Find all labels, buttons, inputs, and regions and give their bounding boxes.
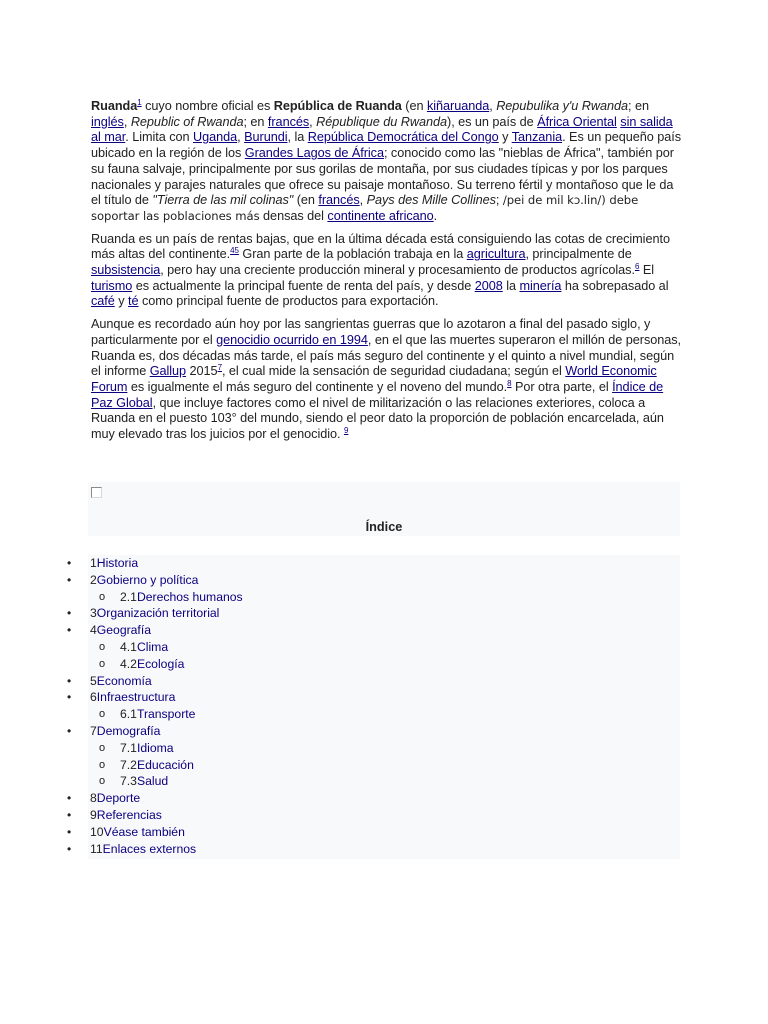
bullet-icon: • xyxy=(67,623,72,638)
reference-6[interactable]: 6 xyxy=(634,262,640,272)
bullet-icon: • xyxy=(67,606,72,621)
link-subsistencia[interactable]: subsistencia xyxy=(91,263,161,278)
link-africa-oriental[interactable]: África Oriental xyxy=(537,114,617,129)
reference-1[interactable]: 1 xyxy=(137,98,142,107)
toc-link[interactable]: Infraestructura xyxy=(96,690,176,705)
toc-link[interactable]: Organización territorial xyxy=(96,606,220,621)
toc-number: 4.1 xyxy=(120,639,137,654)
link-uganda[interactable]: Uganda xyxy=(193,130,238,145)
link-frances-2[interactable]: francés xyxy=(318,193,360,208)
toc-link[interactable]: Educación xyxy=(136,757,194,772)
toc-number: 5 xyxy=(90,673,97,688)
ipa-pronunciation: /pei de mil kɔ.lin/) debe soportar las poblaciones más xyxy=(91,193,639,223)
link-2008[interactable]: 2008 xyxy=(474,278,503,293)
toc-link[interactable]: Deporte xyxy=(96,791,141,806)
bullet-icon: • xyxy=(67,673,72,688)
link-cafe[interactable]: café xyxy=(91,294,115,309)
toc-number: 1 xyxy=(90,556,97,570)
bullet-icon: • xyxy=(67,824,72,839)
link-indice-de-paz-global[interactable]: Índice de Paz Global xyxy=(91,379,664,410)
toc-number: 8 xyxy=(90,791,97,806)
toc-item[interactable] xyxy=(88,656,680,673)
toc-item[interactable] xyxy=(67,807,680,824)
toc-number: 6 xyxy=(90,690,97,705)
toc-number: 7 xyxy=(90,723,97,738)
bullet-icon: • xyxy=(67,807,72,822)
toc-list xyxy=(67,555,680,859)
link-grandes-lagos[interactable]: Grandes Lagos de África xyxy=(244,146,384,161)
toc-number: 2.1 xyxy=(120,589,137,604)
circle-bullet-icon: o xyxy=(99,657,106,670)
toc-link[interactable]: Enlaces externos xyxy=(102,841,197,856)
reference-7[interactable]: 7 xyxy=(217,363,222,373)
link-sin-salida-al-mar[interactable]: sin salida al mar xyxy=(91,114,673,145)
link-tanzania[interactable]: Tanzania xyxy=(511,130,563,145)
toc-item[interactable] xyxy=(88,706,680,723)
toc-item[interactable] xyxy=(67,555,680,572)
reference-9[interactable]: 9 xyxy=(343,426,349,436)
toc-item[interactable] xyxy=(67,673,680,690)
bullet-icon: • xyxy=(67,841,72,856)
toc-number: 4.2 xyxy=(120,656,137,671)
toc-link[interactable]: Gobierno y política xyxy=(96,572,199,587)
link-agricultura[interactable]: agricultura xyxy=(466,247,526,262)
bullet-icon: • xyxy=(67,791,72,806)
toc-link[interactable]: Transporte xyxy=(136,707,196,722)
link-te[interactable]: té xyxy=(128,294,139,309)
toc-link[interactable]: Salud xyxy=(136,774,169,789)
link-turismo[interactable]: turismo xyxy=(91,278,133,293)
link-kinaruanda[interactable]: kiñaruanda xyxy=(426,99,490,113)
toc-number: 7.1 xyxy=(120,740,137,755)
toc-item[interactable] xyxy=(67,572,680,589)
circle-bullet-icon: o xyxy=(99,590,106,603)
toc-number: 7.2 xyxy=(120,757,137,772)
article-subject: Ruanda xyxy=(91,99,138,113)
toc-link[interactable]: Demografía xyxy=(96,723,161,738)
bullet-icon: • xyxy=(67,572,72,587)
security-paragraph: Aunque es recordado aún hoy por las sangrientas guerras que lo azotaron a final del pasado siglo, y particularmente por el genocidio ocurrido en 1994, en el que las muertes superaron el millón de personas, Ruanda es, dos décadas más tarde, el país más seguro del continente y el quinto a nivel mundial, según el informe Gallup 2015$^7$, el cual mide la sensación de seguridad ciudadana; según el World Economic Forum es igualmente el más seguro del continente y el noveno del mundo.$^8$ Por otra parte, el Índice de Paz Global, que incluye factores como el nivel de militarización o las relaciones exteriores, coloca a Ruanda en el puesto 103° del mundo, siendo el peor dato la proporción de población encarcelada, aún muy elevado tras los juicios por el genocidio. $^9$ xyxy=(91,317,682,442)
toc-number: 11 xyxy=(90,841,103,856)
toc-link[interactable]: Economía xyxy=(96,673,152,688)
toc-item[interactable] xyxy=(67,824,680,841)
toc-item[interactable] xyxy=(67,841,680,858)
toc-number: 4 xyxy=(90,623,97,638)
toc-link[interactable]: Historia xyxy=(96,556,139,570)
economy-paragraph: Ruanda es un país de rentas bajas, que en la última década está consiguiendo las cotas de crecimiento más altas del continente.$^{45}$ Gran parte de la población trabaja en la agricultura, principalmente de subsistencia, pero hay una creciente producción mineral y procesamiento de productos agrícolas.$^6$ El turismo es actualmente la principal fuente de renta del país, y desde 2008 la minería ha sobrepasado al café y té como principal fuente de productos para exportación. xyxy=(91,231,670,309)
link-genocidio[interactable]: genocidio ocurrido en 1994 xyxy=(216,332,368,347)
toc-link[interactable]: Geografía xyxy=(96,623,151,638)
link-gallup[interactable]: Gallup xyxy=(149,364,187,379)
link-ingles[interactable]: inglés xyxy=(91,114,124,129)
toc-link[interactable]: Clima xyxy=(136,639,169,654)
link-rd-congo[interactable]: República Democrática del Congo xyxy=(307,130,499,145)
circle-bullet-icon: o xyxy=(99,741,106,754)
toc-number: 9 xyxy=(90,807,97,822)
toc-number: 3 xyxy=(90,606,97,621)
toc-item[interactable] xyxy=(67,605,680,622)
reference-45[interactable]: 45 xyxy=(230,246,239,256)
link-burundi[interactable]: Burundi xyxy=(244,130,288,145)
toc-item[interactable] xyxy=(67,723,680,740)
toc-title: Índice xyxy=(365,520,403,534)
reference-8[interactable]: 8 xyxy=(507,378,512,388)
circle-bullet-icon: o xyxy=(99,758,106,771)
bullet-icon: • xyxy=(67,723,72,738)
link-frances[interactable]: francés xyxy=(267,114,310,129)
toc-item[interactable] xyxy=(67,622,680,639)
official-name: República de Ruanda xyxy=(273,99,402,113)
article-body xyxy=(91,99,682,450)
toc-number: 7.3 xyxy=(120,774,137,789)
toc-number: 10 xyxy=(90,824,104,839)
toc-link[interactable]: Derechos humanos xyxy=(136,589,243,604)
toc-item[interactable] xyxy=(88,589,680,606)
toc-item[interactable] xyxy=(88,740,680,757)
toc-link[interactable]: Referencias xyxy=(96,807,162,822)
bullet-icon: • xyxy=(67,690,72,705)
link-mineria[interactable]: minería xyxy=(519,278,562,293)
toc-item[interactable] xyxy=(67,689,680,706)
toc-item[interactable] xyxy=(88,773,680,790)
link-world-economic-forum[interactable]: World Economic Forum xyxy=(91,364,657,394)
toc-number: 2 xyxy=(90,572,97,587)
circle-bullet-icon: o xyxy=(99,708,106,721)
toc-item[interactable] xyxy=(88,757,680,774)
link-continente-africano[interactable]: continente africano xyxy=(327,208,434,223)
circle-bullet-icon: o xyxy=(99,640,106,653)
toc-number: 6.1 xyxy=(120,707,137,722)
bullet-icon: • xyxy=(67,556,72,570)
intro-paragraph: Ruanda$^1$ cuyo nombre oficial es República de Ruanda (en kiñaruanda, Repubulika y'u Rwanda; en inglés, Republic of Rwanda; en francés, République du Rwanda), es un país de África Oriental sin salida al mar. Limita con Uganda, Burundi, la República Democrática del Congo y Tanzania. Es un pequeño país ubicado en la región de los Grandes Lagos de África; conocido como las "nieblas de África", también por su fauna salvaje, principalmente por sus gorilas de montaña, por sus ciudades típicas y por los parques nacionales y parajes naturales que ofrece su paisaje montañoso. Su terreno fértil y montañoso que le da el título de "Tierra de las mil colinas" (en francés, Pays des Mille Collines; /pei de mil kɔ.lin/) debe soportar las poblaciones más densas del continente africano. xyxy=(91,98,682,223)
toc-link[interactable]: Idioma xyxy=(136,740,174,755)
toc-link[interactable]: Véase también xyxy=(103,824,185,839)
circle-bullet-icon: o xyxy=(99,775,106,788)
toc-toggle-checkbox[interactable] xyxy=(91,487,102,498)
toc-item[interactable] xyxy=(88,639,680,656)
toc-link[interactable]: Ecología xyxy=(136,656,185,671)
toc-item[interactable] xyxy=(67,790,680,807)
